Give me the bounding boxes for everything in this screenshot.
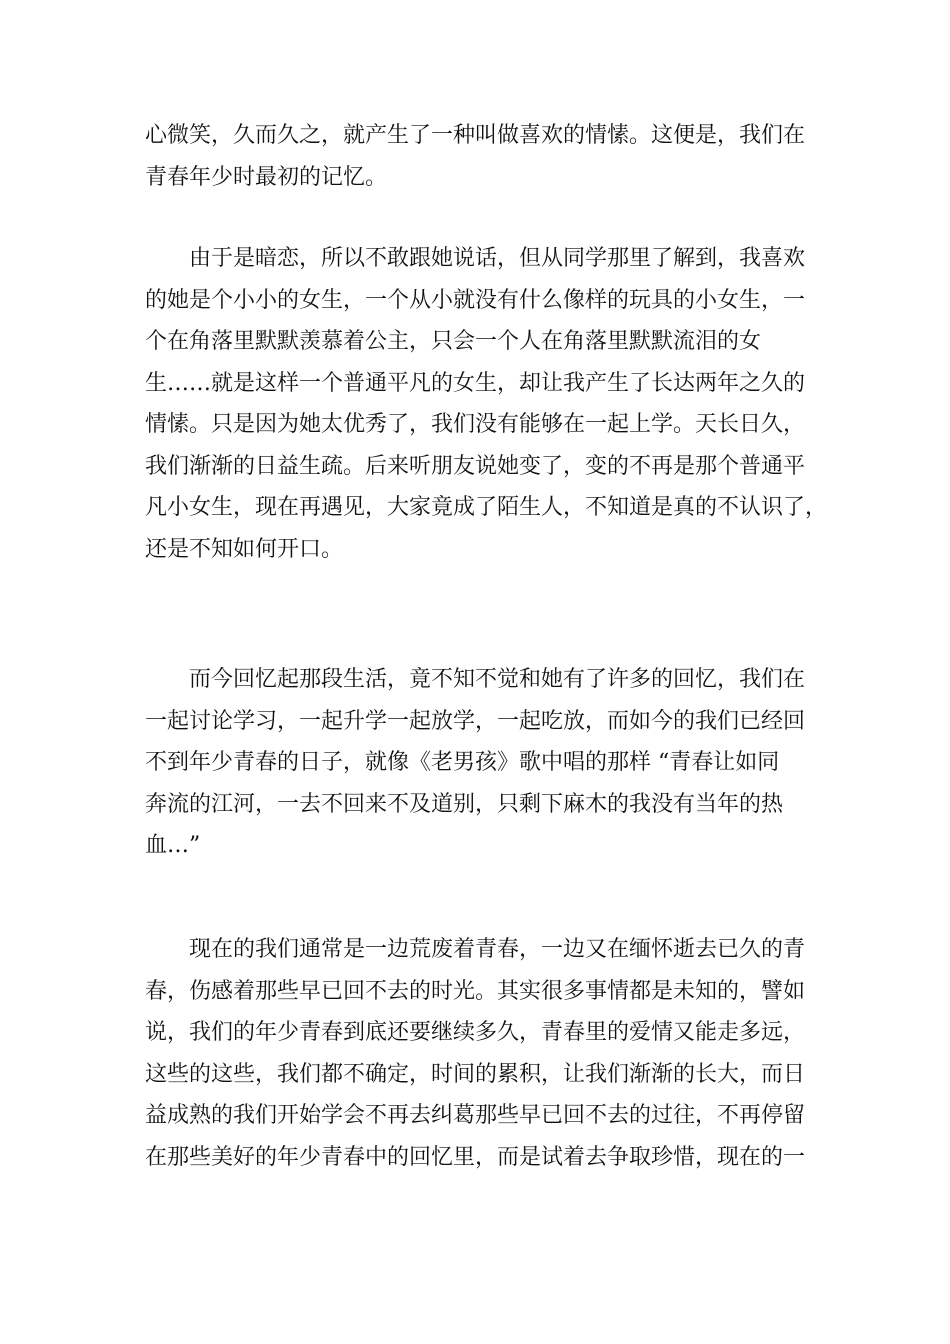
paragraph-4 <box>145 929 810 1178</box>
text-line: 在那些美好的年少青春中的回忆里，而是试着去争取珍惜，现在的一 <box>145 1144 806 1170</box>
text-line: 还是不知如何开口。 <box>145 536 344 562</box>
text-line: 而今回忆起那段生活，竟不知不觉和她有了许多的回忆，我们在 <box>189 667 806 692</box>
paragraph-1 <box>145 115 810 198</box>
text-line: 的她是个小小的女生，一个从小就没有什么像样的玩具的小女生，一 <box>145 287 806 313</box>
text-line: 现在的我们通常是一边荒废着青春，一边又在缅怀逝去已久的青 <box>189 937 806 962</box>
text-line: 不到年少青春的日子，就像《老男孩》歌中唱的那样 “青春让如同 <box>145 750 780 775</box>
text-line: 春，伤感着那些早已回不去的时光。其实很多事情都是未知的，譬如 <box>145 978 806 1004</box>
text-line: 我们渐渐的日益生疏。后来听朋友说她变了，变的不再是那个普通平 <box>145 453 806 479</box>
paragraph-2 <box>145 238 828 570</box>
text-line: 由于是暗恋，所以不敢跟她说话，但从同学那里了解到，我喜欢 <box>189 246 806 271</box>
paragraph-3 <box>145 659 810 867</box>
text-line: 这些的这些，我们都不确定，时间的累积，让我们渐渐的长大，而日 <box>145 1061 806 1087</box>
text-line: 一起讨论学习，一起升学一起放学，一起吃放，而如今的我们已经回 <box>145 708 806 734</box>
text-line: 个在角落里默默羡慕着公主，只会一个人在角落里默默流泪的女 <box>145 329 762 354</box>
text-line: 说，我们的年少青春到底还要继续多久，青春里的爱情又能走多远， <box>145 1020 806 1045</box>
text-line: 情愫。只是因为她太优秀了，我们没有能够在一起上学。天长日久， <box>145 412 806 437</box>
text-line: 凡小女生，现在再遇见，大家竟成了陌生人，不知道是真的不认识了， <box>145 495 828 520</box>
text-line: 生……就是这样一个普通平凡的女生，却让我产生了长达两年之久的 <box>145 370 806 396</box>
text-line: 青春年少时最初的记忆。 <box>145 164 388 190</box>
text-line: 奔流的江河，一去不回来不及道别，只剩下麻木的我没有当年的热 <box>145 791 784 817</box>
text-line: 血…” <box>145 833 201 858</box>
text-line: 益成熟的我们开始学会不再去纠葛那些早已回不去的过往，不再停留 <box>145 1103 806 1128</box>
text-line: 心微笑，久而久之，就产生了一种叫做喜欢的情愫。这便是，我们在 <box>145 123 806 148</box>
